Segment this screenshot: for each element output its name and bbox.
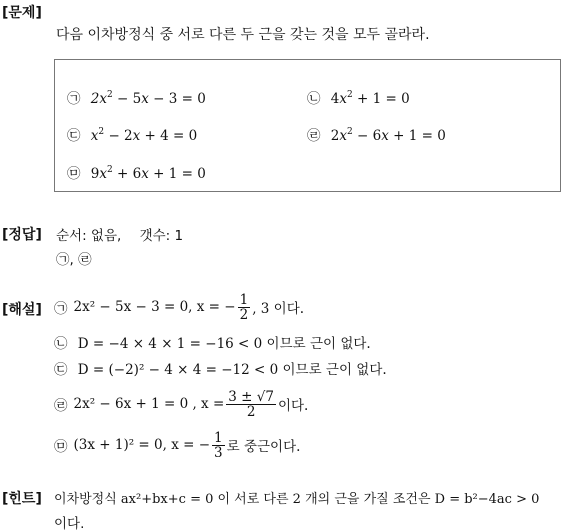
choice-1 bbox=[67, 87, 206, 107]
answer-items: ㉠, ㉣ bbox=[56, 252, 92, 268]
explanation-line-1 bbox=[54, 290, 304, 324]
explanation-section-label: [해설] bbox=[2, 302, 42, 318]
explanation-text: D = −4 × 4 × 1 = −16 < 0 이므로 근이 없다. bbox=[77, 336, 371, 352]
explanation-text: 이다. bbox=[277, 398, 309, 414]
fraction-numerator: 1 bbox=[214, 429, 223, 446]
fraction-denominator: 3 bbox=[214, 444, 223, 461]
hint-line-1: 이차방정식 ax²+bx+c = 0 이 서로 다른 2 개의 근을 가질 조건은 D = b²−4ac > 0 bbox=[54, 492, 540, 507]
explanation-text: 2x² − 6x + 1 = 0 , x = bbox=[73, 396, 225, 412]
choice-3 bbox=[67, 124, 197, 144]
explanation-mark: ㉢ bbox=[54, 362, 68, 378]
explanation-mark: ㉣ bbox=[54, 398, 68, 414]
answer-count: 갯수: 1 bbox=[139, 228, 184, 244]
question-text: 다음 이차방정식 중 서로 다른 두 근을 갖는 것을 모두 골라라. bbox=[56, 27, 430, 43]
choice-5 bbox=[67, 162, 206, 182]
choice-expr: $9x^2 + 6x + 1 = 0$ bbox=[90, 165, 206, 182]
fraction-denominator: 2 bbox=[239, 306, 249, 323]
choice-expr: $2x^2 - 5x - 3 = 0$ bbox=[90, 90, 206, 107]
explanation-text: 2x² − 5x − 3 = 0, x = − bbox=[73, 299, 236, 315]
explanation-mark: ㉤ bbox=[54, 439, 68, 455]
answer-order: 순서: 없음, bbox=[56, 228, 122, 244]
choice-mark: ㉣ bbox=[307, 128, 321, 144]
explanation-mark: ㉡ bbox=[54, 336, 68, 352]
answer-section-label: [정답] bbox=[2, 227, 42, 243]
choice-mark: ㉤ bbox=[67, 166, 81, 182]
explanation-mark: ㉠ bbox=[54, 301, 68, 317]
choice-2 bbox=[307, 87, 410, 107]
explanation-line-2 bbox=[54, 332, 371, 352]
fraction-numerator: 3 ± √7 bbox=[228, 388, 274, 405]
choice-mark: ㉠ bbox=[67, 91, 81, 107]
explanation-text: 로 중근이다. bbox=[226, 439, 301, 455]
choice-expr: $x^2 - 2x + 4 = 0$ bbox=[90, 127, 198, 144]
fraction bbox=[212, 431, 225, 460]
explanation-text: , 3 이다. bbox=[252, 301, 305, 317]
problem-section-label: [문제] bbox=[2, 5, 42, 21]
fraction bbox=[238, 293, 251, 322]
choice-mark: ㉡ bbox=[307, 91, 321, 107]
choice-mark: ㉢ bbox=[67, 128, 81, 144]
hint-section-label: [힌트] bbox=[2, 491, 42, 507]
choice-expr: $2x^2 - 6x + 1 = 0$ bbox=[330, 127, 446, 144]
choice-expr: $4x^2 + 1 = 0$ bbox=[330, 90, 410, 107]
explanation-line-5 bbox=[54, 428, 300, 462]
explanation-line-4 bbox=[54, 384, 308, 424]
fraction-denominator: 2 bbox=[246, 403, 256, 420]
explanation-text: D = (−2)² − 4 × 4 = −12 < 0 이므로 근이 없다. bbox=[77, 362, 387, 378]
answer-meta bbox=[56, 224, 183, 244]
fraction bbox=[226, 390, 276, 419]
choice-4 bbox=[307, 124, 446, 144]
explanation-line-3 bbox=[54, 358, 387, 378]
hint-line-2: 이다. bbox=[54, 516, 85, 532]
choices-box bbox=[54, 59, 561, 192]
fraction-numerator: 1 bbox=[239, 291, 249, 308]
explanation-text: (3x + 1)² = 0, x = − bbox=[73, 437, 211, 453]
